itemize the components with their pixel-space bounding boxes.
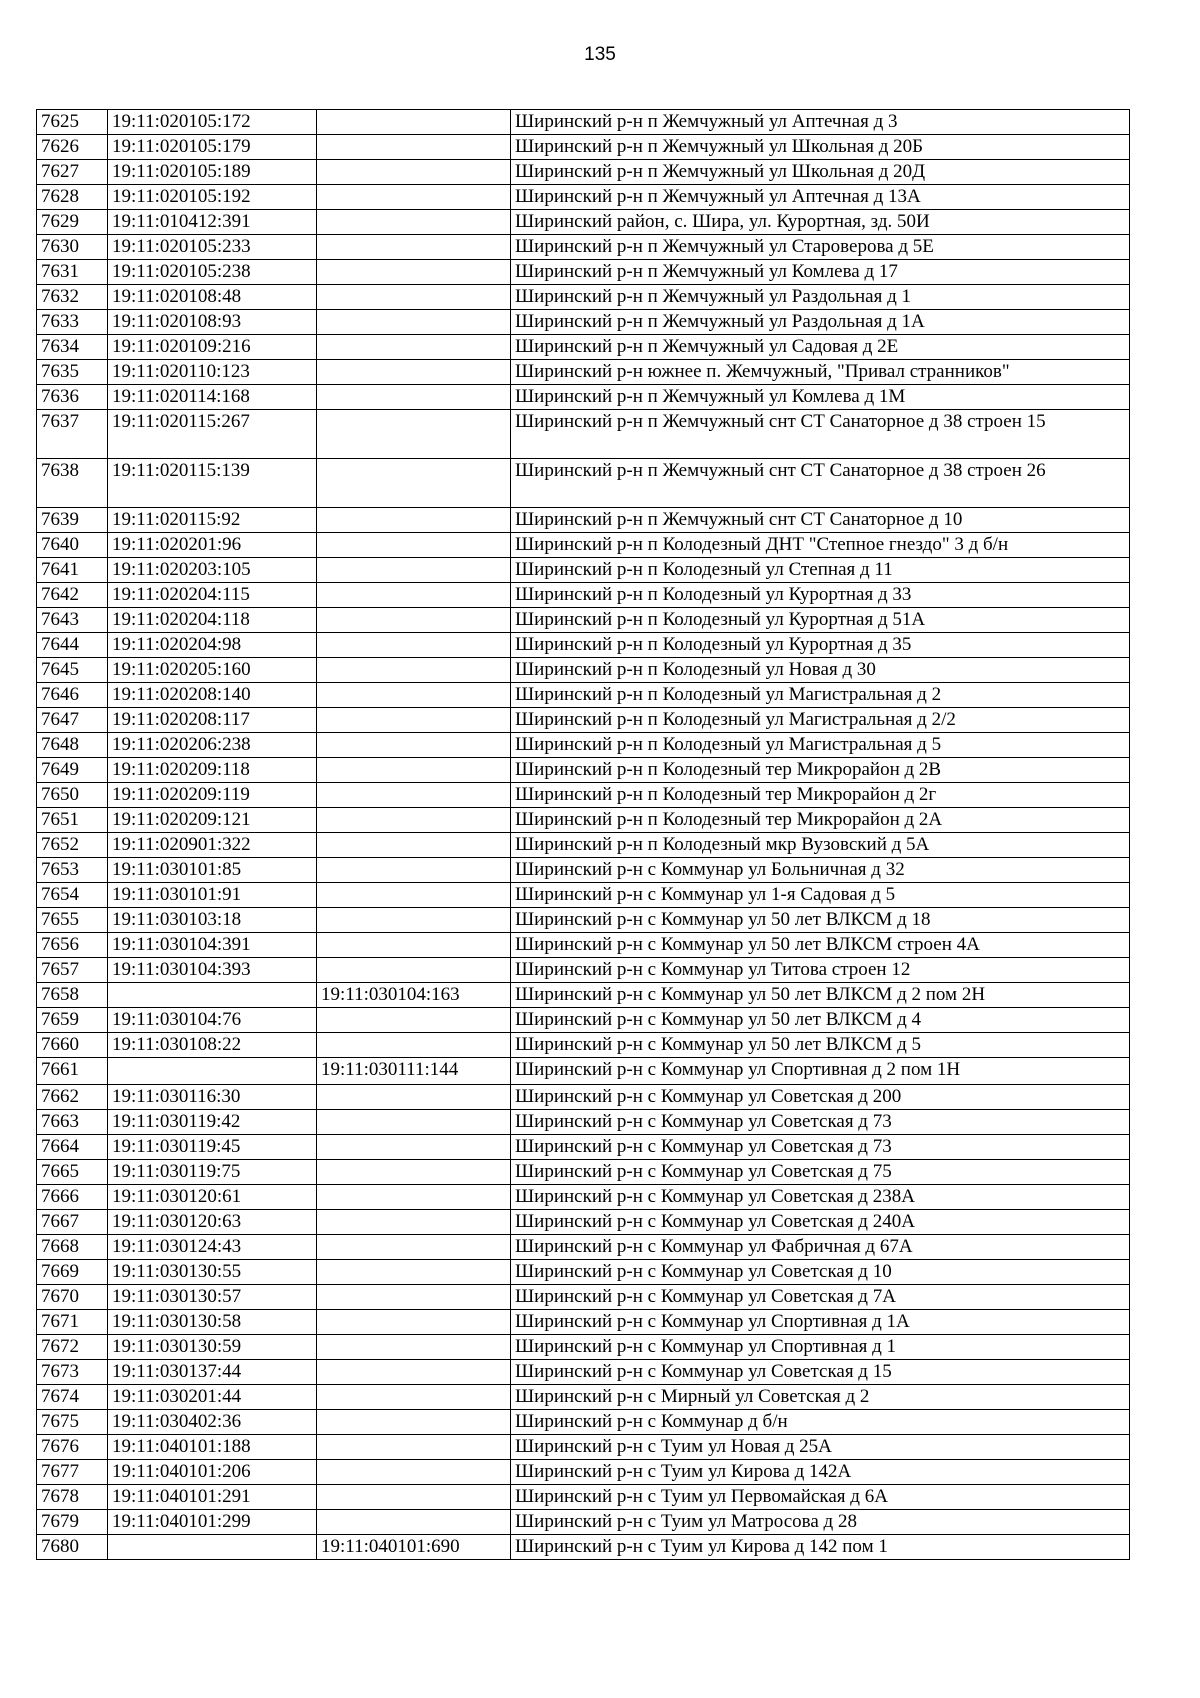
row-number-cell: 7666 [37, 1185, 108, 1210]
row-number-cell: 7644 [37, 633, 108, 658]
table-row [37, 1435, 1130, 1460]
address-cell: Ширинский р-н п Колодезный ул Магистральная д 2 [511, 683, 1130, 708]
room-cadastral-number-cell [317, 1085, 511, 1110]
address-cell: Ширинский р-н с Коммунар ул Советская д 7А [511, 1285, 1130, 1310]
row-number-cell: 7626 [37, 135, 108, 160]
room-cadastral-number-cell [317, 1135, 511, 1160]
address-cell: Ширинский р-н п Жемчужный снт СТ Санаторное д 38 строен 26 [511, 459, 1130, 508]
cadastral-number-cell: 19:11:030120:61 [108, 1185, 317, 1210]
cadastral-number-cell: 19:11:030119:75 [108, 1160, 317, 1185]
row-number-cell: 7645 [37, 658, 108, 683]
address-cell: Ширинский р-н п Колодезный тер Микрорайон д 2г [511, 783, 1130, 808]
room-cadastral-number-cell [317, 633, 511, 658]
cadastral-number-cell: 19:11:030201:44 [108, 1385, 317, 1410]
registry-table [36, 109, 1130, 1560]
cadastral-number-cell: 19:11:030104:76 [108, 1008, 317, 1033]
room-cadastral-number-cell [317, 1410, 511, 1435]
table-row [37, 758, 1130, 783]
table-row [37, 1085, 1130, 1110]
cadastral-number-cell: 19:11:020208:117 [108, 708, 317, 733]
cadastral-number-cell: 19:11:020105:179 [108, 135, 317, 160]
table-row [37, 1235, 1130, 1260]
address-cell: Ширинский р-н п Колодезный ул Курортная д 35 [511, 633, 1130, 658]
address-cell: Ширинский р-н южнее п. Жемчужный, "Привал странников" [511, 360, 1130, 385]
address-cell: Ширинский р-н п Колодезный мкр Вузовский д 5А [511, 833, 1130, 858]
cadastral-number-cell: 19:11:020201:96 [108, 533, 317, 558]
room-cadastral-number-cell [317, 360, 511, 385]
address-cell: Ширинский р-н п Жемчужный снт СТ Санаторное д 10 [511, 508, 1130, 533]
table-row [37, 1385, 1130, 1410]
row-number-cell: 7656 [37, 933, 108, 958]
room-cadastral-number-cell [317, 733, 511, 758]
room-cadastral-number-cell [317, 1285, 511, 1310]
table-row [37, 533, 1130, 558]
cadastral-number-cell: 19:11:030116:30 [108, 1085, 317, 1110]
row-number-cell: 7627 [37, 160, 108, 185]
address-cell: Ширинский р-н с Коммунар ул 50 лет ВЛКСМ строен 4А [511, 933, 1130, 958]
address-cell: Ширинский р-н с Коммунар ул 1-я Садовая д 5 [511, 883, 1130, 908]
cadastral-number-cell: 19:11:030124:43 [108, 1235, 317, 1260]
room-cadastral-number-cell [317, 459, 511, 508]
row-number-cell: 7647 [37, 708, 108, 733]
room-cadastral-number-cell [317, 410, 511, 459]
address-cell: Ширинский р-н п Колодезный ул Магистральная д 2/2 [511, 708, 1130, 733]
address-cell: Ширинский р-н с Туим ул Кирова д 142А [511, 1460, 1130, 1485]
cadastral-number-cell: 19:11:020109:216 [108, 335, 317, 360]
address-cell: Ширинский р-н с Коммунар ул 50 лет ВЛКСМ д 2 пом 2Н [511, 983, 1130, 1008]
table-row [37, 1033, 1130, 1058]
row-number-cell: 7654 [37, 883, 108, 908]
row-number-cell: 7638 [37, 459, 108, 508]
row-number-cell: 7657 [37, 958, 108, 983]
row-number-cell: 7673 [37, 1360, 108, 1385]
row-number-cell: 7637 [37, 410, 108, 459]
table-row [37, 1460, 1130, 1485]
address-cell: Ширинский р-н с Коммунар ул Фабричная д 67А [511, 1235, 1130, 1260]
room-cadastral-number-cell [317, 260, 511, 285]
cadastral-number-cell: 19:11:020115:92 [108, 508, 317, 533]
address-cell: Ширинский р-н п Колодезный ДНТ "Степное гнездо" 3 д б/н [511, 533, 1130, 558]
room-cadastral-number-cell [317, 833, 511, 858]
address-cell: Ширинский р-н п Жемчужный ул Аптечная д 13А [511, 185, 1130, 210]
cadastral-number-cell: 19:11:030101:91 [108, 883, 317, 908]
cadastral-number-cell: 19:11:040101:299 [108, 1510, 317, 1535]
address-cell: Ширинский р-н с Коммунар ул Титова строен 12 [511, 958, 1130, 983]
row-number-cell: 7648 [37, 733, 108, 758]
room-cadastral-number-cell [317, 1310, 511, 1335]
table-row [37, 310, 1130, 335]
cadastral-number-cell: 19:11:030130:58 [108, 1310, 317, 1335]
row-number-cell: 7639 [37, 508, 108, 533]
row-number-cell: 7679 [37, 1510, 108, 1535]
room-cadastral-number-cell [317, 958, 511, 983]
row-number-cell: 7670 [37, 1285, 108, 1310]
table-row [37, 883, 1130, 908]
address-cell: Ширинский р-н с Коммунар ул Спортивная д 1 [511, 1335, 1130, 1360]
room-cadastral-number-cell [317, 858, 511, 883]
address-cell: Ширинский р-н с Коммунар ул Советская д 238А [511, 1185, 1130, 1210]
table-row [37, 1485, 1130, 1510]
table-row [37, 1160, 1130, 1185]
address-cell: Ширинский р-н с Мирный ул Советская д 2 [511, 1385, 1130, 1410]
address-cell: Ширинский р-н с Коммунар ул 50 лет ВЛКСМ д 18 [511, 908, 1130, 933]
row-number-cell: 7660 [37, 1033, 108, 1058]
address-cell: Ширинский р-н с Коммунар ул 50 лет ВЛКСМ д 4 [511, 1008, 1130, 1033]
address-cell: Ширинский р-н п Колодезный тер Микрорайон д 2А [511, 808, 1130, 833]
room-cadastral-number-cell [317, 310, 511, 335]
cadastral-number-cell: 19:11:020901:322 [108, 833, 317, 858]
row-number-cell: 7661 [37, 1058, 108, 1085]
address-cell: Ширинский р-н п Жемчужный ул Комлева д 17 [511, 260, 1130, 285]
room-cadastral-number-cell [317, 883, 511, 908]
room-cadastral-number-cell [317, 533, 511, 558]
cadastral-number-cell: 19:11:030101:85 [108, 858, 317, 883]
room-cadastral-number-cell [317, 1435, 511, 1460]
table-row [37, 1260, 1130, 1285]
room-cadastral-number-cell [317, 1385, 511, 1410]
address-cell: Ширинский р-н п Колодезный тер Микрорайон д 2В [511, 758, 1130, 783]
address-cell: Ширинский р-н п Жемчужный ул Садовая д 2Е [511, 335, 1130, 360]
row-number-cell: 7659 [37, 1008, 108, 1033]
room-cadastral-number-cell [317, 1110, 511, 1135]
table-row [37, 135, 1130, 160]
table-row [37, 1285, 1130, 1310]
address-cell: Ширинский р-н п Жемчужный ул Раздольная д 1 [511, 285, 1130, 310]
cadastral-number-cell [108, 983, 317, 1008]
row-number-cell: 7651 [37, 808, 108, 833]
table-row [37, 1360, 1130, 1385]
room-cadastral-number-cell [317, 1510, 511, 1535]
cadastral-number-cell: 19:11:020108:48 [108, 285, 317, 310]
table-row [37, 1135, 1130, 1160]
room-cadastral-number-cell [317, 1235, 511, 1260]
table-row [37, 908, 1130, 933]
table-row [37, 983, 1130, 1008]
cadastral-number-cell: 19:11:030130:59 [108, 1335, 317, 1360]
address-cell: Ширинский р-н с Туим ул Новая д 25А [511, 1435, 1130, 1460]
room-cadastral-number-cell [317, 708, 511, 733]
table-row [37, 633, 1130, 658]
address-cell: Ширинский р-н с Туим ул Матросова д 28 [511, 1510, 1130, 1535]
row-number-cell: 7634 [37, 335, 108, 360]
address-cell: Ширинский р-н п Колодезный ул Степная д 11 [511, 558, 1130, 583]
address-cell: Ширинский р-н с Туим ул Кирова д 142 пом 1 [511, 1535, 1130, 1560]
room-cadastral-number-cell: 19:11:040101:690 [317, 1535, 511, 1560]
room-cadastral-number-cell [317, 658, 511, 683]
address-cell: Ширинский район, с. Шира, ул. Курортная, зд. 50И [511, 210, 1130, 235]
table-row [37, 1335, 1130, 1360]
room-cadastral-number-cell [317, 1008, 511, 1033]
row-number-cell: 7642 [37, 583, 108, 608]
cadastral-number-cell: 19:11:010412:391 [108, 210, 317, 235]
cadastral-number-cell: 19:11:030103:18 [108, 908, 317, 933]
cadastral-number-cell: 19:11:040101:206 [108, 1460, 317, 1485]
room-cadastral-number-cell [317, 683, 511, 708]
cadastral-number-cell: 19:11:020105:233 [108, 235, 317, 260]
room-cadastral-number-cell [317, 110, 511, 135]
cadastral-number-cell: 19:11:020105:192 [108, 185, 317, 210]
address-cell: Ширинский р-н п Жемчужный ул Староверова д 5Е [511, 235, 1130, 260]
table-row [37, 1535, 1130, 1560]
room-cadastral-number-cell [317, 135, 511, 160]
table-row [37, 833, 1130, 858]
room-cadastral-number-cell [317, 210, 511, 235]
address-cell: Ширинский р-н п Жемчужный ул Аптечная д 3 [511, 110, 1130, 135]
table-row [37, 508, 1130, 533]
table-row [37, 658, 1130, 683]
cadastral-number-cell: 19:11:020204:115 [108, 583, 317, 608]
address-cell: Ширинский р-н с Коммунар ул Спортивная д 1А [511, 1310, 1130, 1335]
cadastral-number-cell: 19:11:020105:238 [108, 260, 317, 285]
row-number-cell: 7643 [37, 608, 108, 633]
address-cell: Ширинский р-н с Коммунар ул Советская д 75 [511, 1160, 1130, 1185]
table-row [37, 459, 1130, 508]
cadastral-number-cell [108, 1058, 317, 1085]
address-cell: Ширинский р-н с Коммунар ул Советская д 73 [511, 1110, 1130, 1135]
row-number-cell: 7655 [37, 908, 108, 933]
cadastral-number-cell: 19:11:030119:42 [108, 1110, 317, 1135]
address-cell: Ширинский р-н с Коммунар ул Советская д 15 [511, 1360, 1130, 1385]
table-row [37, 1110, 1130, 1135]
row-number-cell: 7678 [37, 1485, 108, 1510]
row-number-cell: 7676 [37, 1435, 108, 1460]
room-cadastral-number-cell [317, 1210, 511, 1235]
table-row [37, 958, 1130, 983]
table-row [37, 335, 1130, 360]
registry-body [37, 110, 1130, 1560]
room-cadastral-number-cell [317, 385, 511, 410]
address-cell: Ширинский р-н с Коммунар ул Советская д 240А [511, 1210, 1130, 1235]
room-cadastral-number-cell [317, 1485, 511, 1510]
cadastral-number-cell: 19:11:030130:57 [108, 1285, 317, 1310]
cadastral-number-cell: 19:11:020208:140 [108, 683, 317, 708]
row-number-cell: 7664 [37, 1135, 108, 1160]
table-row [37, 385, 1130, 410]
table-row [37, 360, 1130, 385]
row-number-cell: 7677 [37, 1460, 108, 1485]
table-row [37, 1410, 1130, 1435]
table-row [37, 858, 1130, 883]
row-number-cell: 7635 [37, 360, 108, 385]
address-cell: Ширинский р-н п Колодезный ул Магистральная д 5 [511, 733, 1130, 758]
room-cadastral-number-cell [317, 908, 511, 933]
room-cadastral-number-cell [317, 1335, 511, 1360]
row-number-cell: 7649 [37, 758, 108, 783]
table-row [37, 1008, 1130, 1033]
room-cadastral-number-cell [317, 583, 511, 608]
table-row [37, 783, 1130, 808]
row-number-cell: 7631 [37, 260, 108, 285]
room-cadastral-number-cell [317, 285, 511, 310]
cadastral-number-cell: 19:11:030402:36 [108, 1410, 317, 1435]
table-row [37, 1510, 1130, 1535]
address-cell: Ширинский р-н с Коммунар ул Советская д 10 [511, 1260, 1130, 1285]
address-cell: Ширинский р-н п Жемчужный ул Комлева д 1М [511, 385, 1130, 410]
row-number-cell: 7629 [37, 210, 108, 235]
table-row [37, 1185, 1130, 1210]
row-number-cell: 7646 [37, 683, 108, 708]
room-cadastral-number-cell [317, 608, 511, 633]
room-cadastral-number-cell [317, 508, 511, 533]
room-cadastral-number-cell [317, 783, 511, 808]
cadastral-number-cell: 19:11:030104:393 [108, 958, 317, 983]
row-number-cell: 7672 [37, 1335, 108, 1360]
address-cell: Ширинский р-н п Колодезный ул Курортная д 51А [511, 608, 1130, 633]
cadastral-number-cell: 19:11:020209:118 [108, 758, 317, 783]
address-cell: Ширинский р-н с Коммунар ул Спортивная д 2 пом 1Н [511, 1058, 1130, 1085]
table-row [37, 608, 1130, 633]
row-number-cell: 7630 [37, 235, 108, 260]
room-cadastral-number-cell [317, 235, 511, 260]
room-cadastral-number-cell [317, 185, 511, 210]
address-cell: Ширинский р-н п Жемчужный ул Раздольная д 1А [511, 310, 1130, 335]
row-number-cell: 7628 [37, 185, 108, 210]
address-cell: Ширинский р-н с Туим ул Первомайская д 6А [511, 1485, 1130, 1510]
table-row [37, 733, 1130, 758]
room-cadastral-number-cell [317, 1360, 511, 1385]
cadastral-number-cell: 19:11:020204:118 [108, 608, 317, 633]
table-row [37, 285, 1130, 310]
address-cell: Ширинский р-н п Жемчужный ул Школьная д 20Д [511, 160, 1130, 185]
row-number-cell: 7669 [37, 1260, 108, 1285]
cadastral-number-cell: 19:11:030108:22 [108, 1033, 317, 1058]
cadastral-number-cell: 19:11:020203:105 [108, 558, 317, 583]
room-cadastral-number-cell [317, 558, 511, 583]
cadastral-number-cell: 19:11:020110:123 [108, 360, 317, 385]
table-row [37, 1210, 1130, 1235]
address-cell: Ширинский р-н п Колодезный ул Новая д 30 [511, 658, 1130, 683]
row-number-cell: 7667 [37, 1210, 108, 1235]
row-number-cell: 7650 [37, 783, 108, 808]
table-row [37, 1058, 1130, 1085]
row-number-cell: 7680 [37, 1535, 108, 1560]
room-cadastral-number-cell [317, 160, 511, 185]
cadastral-number-cell: 19:11:040101:188 [108, 1435, 317, 1460]
table-row [37, 558, 1130, 583]
cadastral-number-cell: 19:11:020209:119 [108, 783, 317, 808]
cadastral-number-cell: 19:11:020114:168 [108, 385, 317, 410]
row-number-cell: 7663 [37, 1110, 108, 1135]
row-number-cell: 7675 [37, 1410, 108, 1435]
row-number-cell: 7662 [37, 1085, 108, 1110]
address-cell: Ширинский р-н с Коммунар ул Больничная д 32 [511, 858, 1130, 883]
table-row [37, 808, 1130, 833]
table-row [37, 210, 1130, 235]
table-row [37, 235, 1130, 260]
row-number-cell: 7652 [37, 833, 108, 858]
row-number-cell: 7632 [37, 285, 108, 310]
cadastral-number-cell [108, 1535, 317, 1560]
cadastral-number-cell: 19:11:030104:391 [108, 933, 317, 958]
cadastral-number-cell: 19:11:020105:189 [108, 160, 317, 185]
table-row [37, 260, 1130, 285]
cadastral-number-cell: 19:11:020205:160 [108, 658, 317, 683]
row-number-cell: 7640 [37, 533, 108, 558]
room-cadastral-number-cell [317, 808, 511, 833]
room-cadastral-number-cell: 19:11:030104:163 [317, 983, 511, 1008]
cadastral-number-cell: 19:11:020115:267 [108, 410, 317, 459]
row-number-cell: 7668 [37, 1235, 108, 1260]
room-cadastral-number-cell: 19:11:030111:144 [317, 1058, 511, 1085]
row-number-cell: 7641 [37, 558, 108, 583]
room-cadastral-number-cell [317, 1260, 511, 1285]
row-number-cell: 7653 [37, 858, 108, 883]
table-row [37, 160, 1130, 185]
row-number-cell: 7658 [37, 983, 108, 1008]
table-row [37, 110, 1130, 135]
address-cell: Ширинский р-н п Жемчужный ул Школьная д 20Б [511, 135, 1130, 160]
row-number-cell: 7665 [37, 1160, 108, 1185]
table-row [37, 708, 1130, 733]
cadastral-number-cell: 19:11:020108:93 [108, 310, 317, 335]
cadastral-number-cell: 19:11:020105:172 [108, 110, 317, 135]
room-cadastral-number-cell [317, 1160, 511, 1185]
cadastral-number-cell: 19:11:030119:45 [108, 1135, 317, 1160]
row-number-cell: 7636 [37, 385, 108, 410]
address-cell: Ширинский р-н с Коммунар ул Советская д 200 [511, 1085, 1130, 1110]
cadastral-number-cell: 19:11:020204:98 [108, 633, 317, 658]
address-cell: Ширинский р-н п Колодезный ул Курортная д 33 [511, 583, 1130, 608]
cadastral-number-cell: 19:11:020115:139 [108, 459, 317, 508]
table-row [37, 410, 1130, 459]
address-cell: Ширинский р-н с Коммунар ул 50 лет ВЛКСМ д 5 [511, 1033, 1130, 1058]
table-row [37, 933, 1130, 958]
cadastral-number-cell: 19:11:020209:121 [108, 808, 317, 833]
row-number-cell: 7671 [37, 1310, 108, 1335]
table-row [37, 1310, 1130, 1335]
table-row [37, 185, 1130, 210]
cadastral-number-cell: 19:11:030130:55 [108, 1260, 317, 1285]
address-cell: Ширинский р-н с Коммунар ул Советская д 73 [511, 1135, 1130, 1160]
room-cadastral-number-cell [317, 1460, 511, 1485]
room-cadastral-number-cell [317, 758, 511, 783]
cadastral-number-cell: 19:11:020206:238 [108, 733, 317, 758]
room-cadastral-number-cell [317, 1185, 511, 1210]
page-number: 135 [584, 44, 616, 65]
address-cell: Ширинский р-н с Коммунар д б/н [511, 1410, 1130, 1435]
room-cadastral-number-cell [317, 1033, 511, 1058]
row-number-cell: 7633 [37, 310, 108, 335]
room-cadastral-number-cell [317, 335, 511, 360]
cadastral-number-cell: 19:11:030120:63 [108, 1210, 317, 1235]
cadastral-number-cell: 19:11:040101:291 [108, 1485, 317, 1510]
row-number-cell: 7674 [37, 1385, 108, 1410]
room-cadastral-number-cell [317, 933, 511, 958]
address-cell: Ширинский р-н п Жемчужный снт СТ Санаторное д 38 строен 15 [511, 410, 1130, 459]
table-row [37, 583, 1130, 608]
table-row [37, 683, 1130, 708]
row-number-cell: 7625 [37, 110, 108, 135]
cadastral-number-cell: 19:11:030137:44 [108, 1360, 317, 1385]
